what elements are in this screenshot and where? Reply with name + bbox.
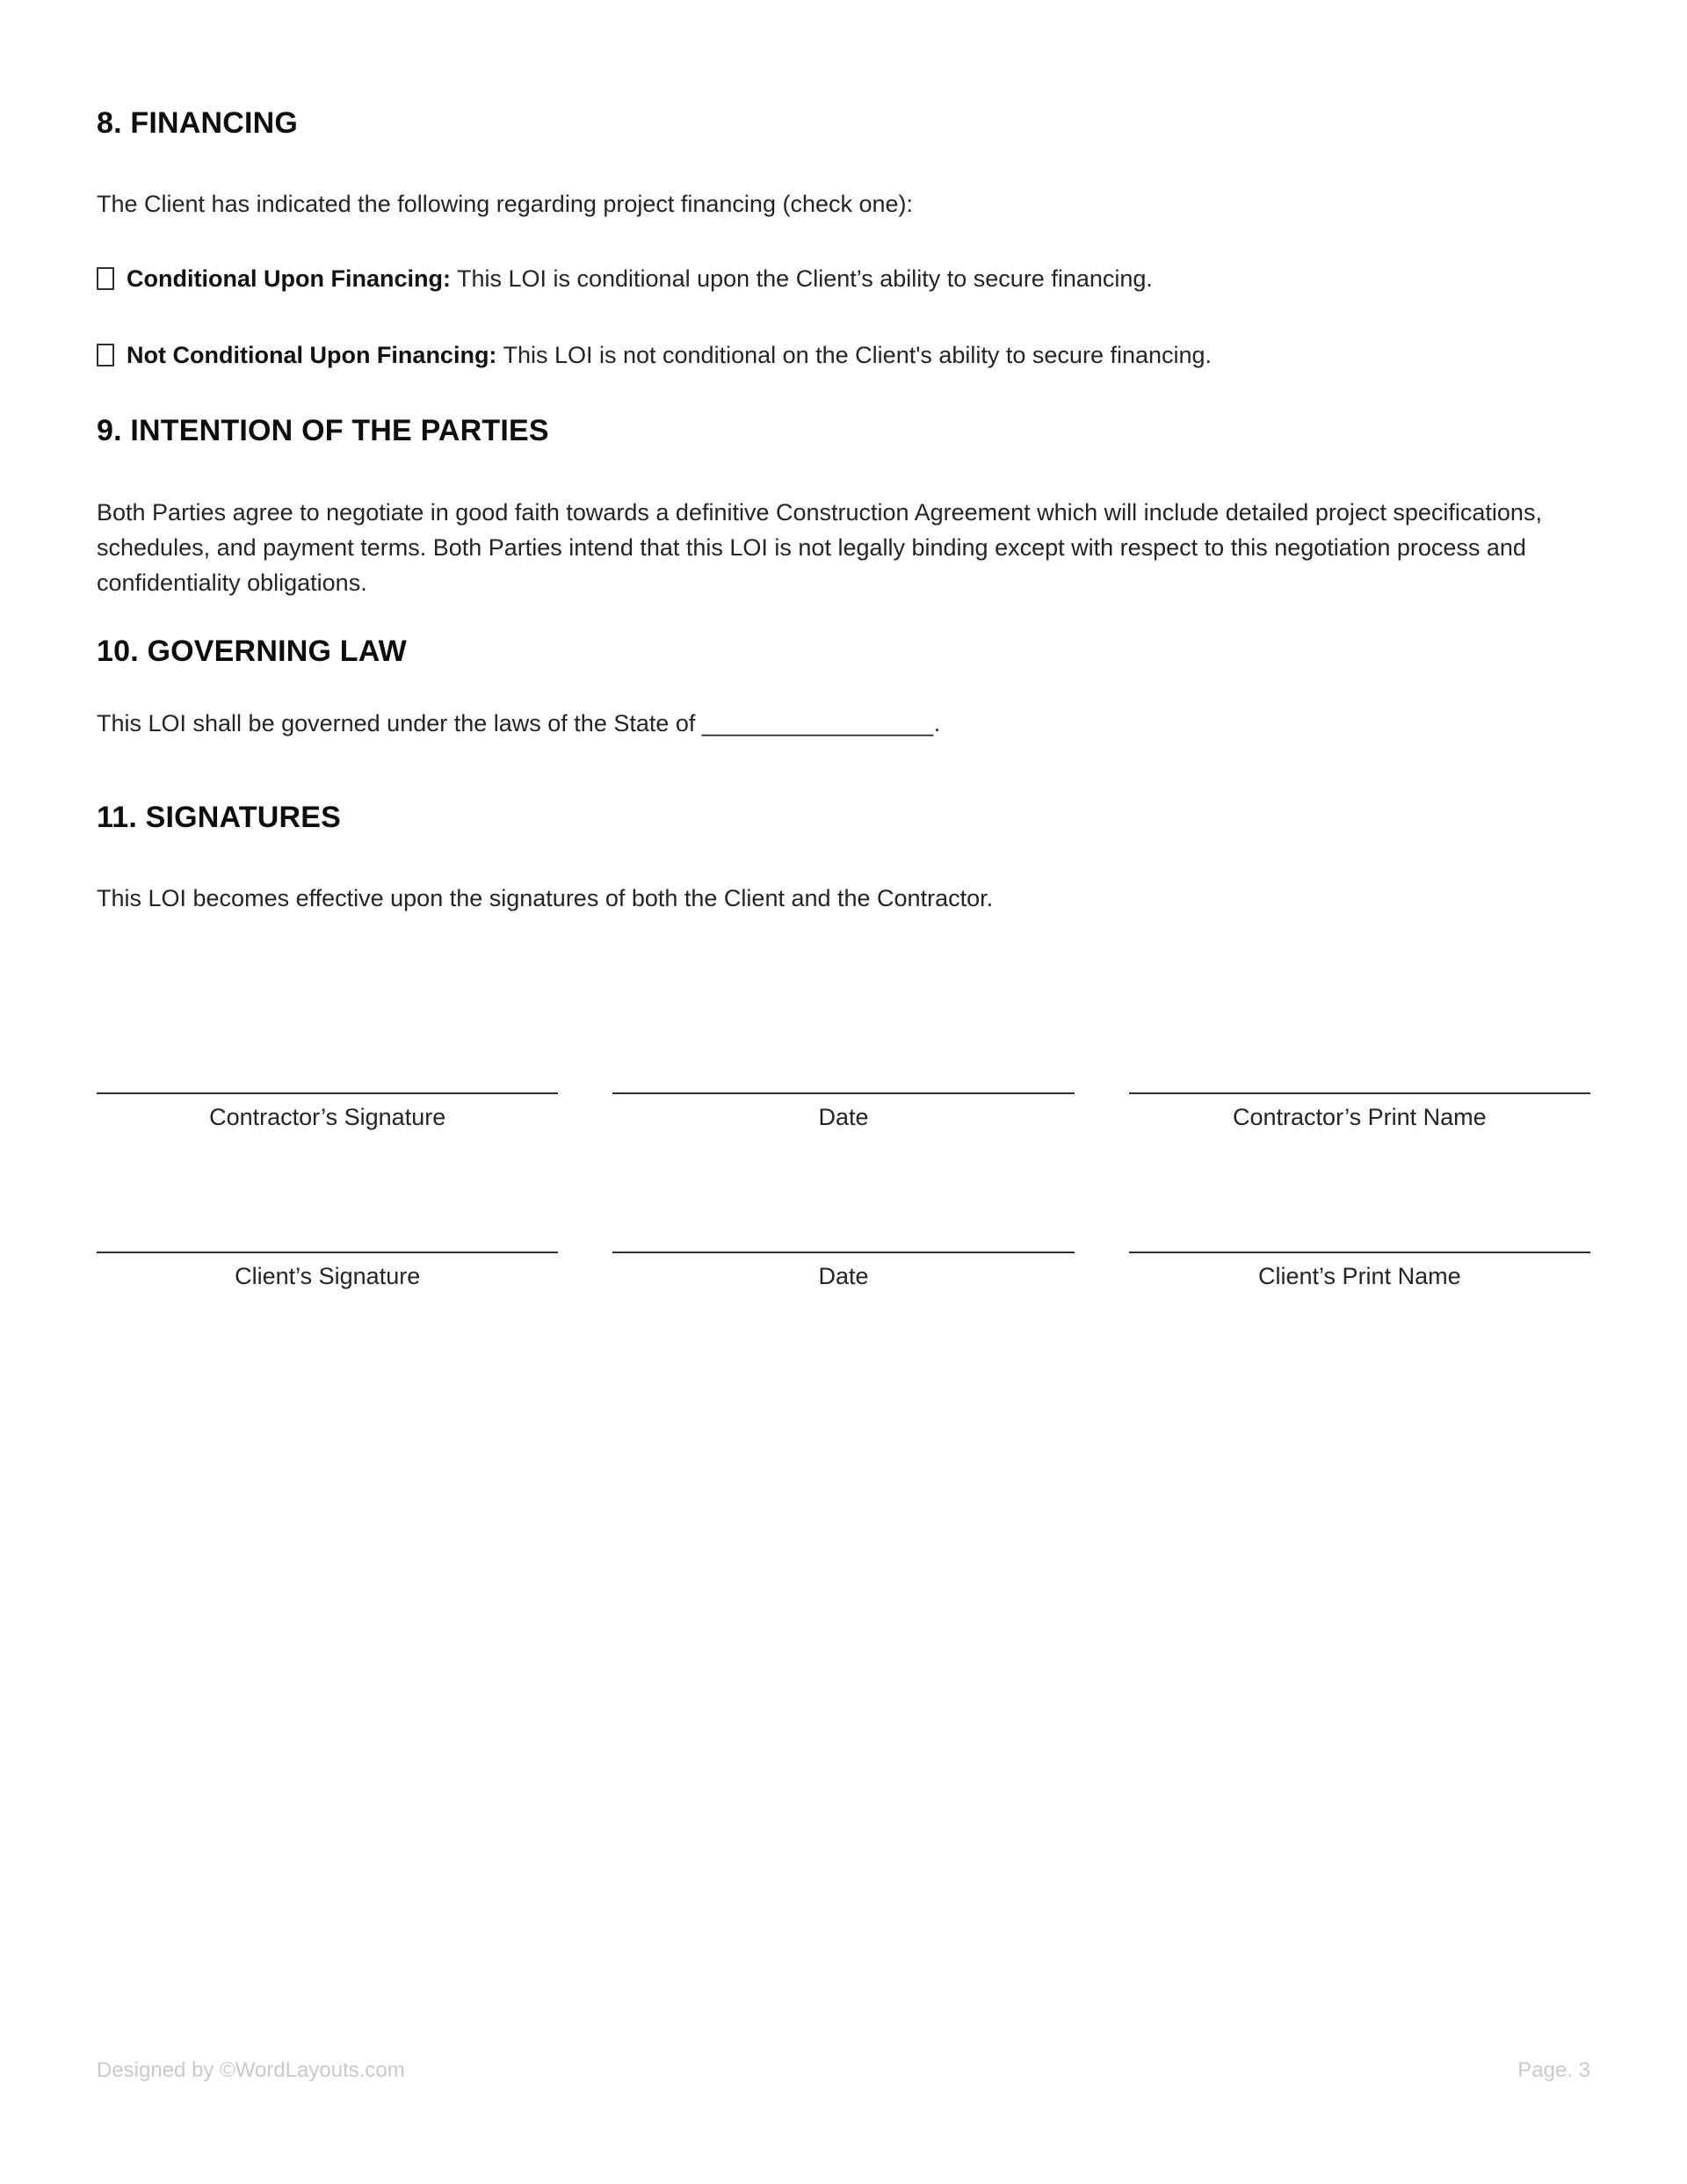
conditional-financing-description: This LOI is conditional upon the Client’s ability to secure financing. bbox=[456, 265, 1153, 292]
footer-credit-text: Designed by ©WordLayouts.com bbox=[97, 2058, 405, 2082]
client-signature-label: Client’s Signature bbox=[235, 1263, 421, 1289]
intention-body-text: Both Parties agree to negotiate in good faith towards a definitive Construction Agreement which will include detailed project specifications, schedules, and payment terms. Both Parties intend that this LOI is not legally binding except with respect to this negotiation process and confidentiality obligations. bbox=[97, 499, 1542, 596]
contractor-signature-label: Contractor’s Signature bbox=[209, 1104, 446, 1130]
contractor-signature-field[interactable] bbox=[97, 1092, 558, 1132]
client-print-name-field[interactable] bbox=[1129, 1252, 1590, 1291]
page-footer bbox=[97, 2058, 1590, 2083]
client-date-label: Date bbox=[818, 1263, 869, 1289]
signatures-body-text: This LOI becomes effective upon the signatures of both the Client and the Contractor. bbox=[97, 885, 994, 911]
contractor-signature-row bbox=[97, 1092, 1590, 1132]
section-heading-governing-law: 10. GOVERNING LAW bbox=[97, 635, 407, 668]
governing-law-text-suffix: . bbox=[933, 710, 941, 736]
not-conditional-financing-description: This LOI is not conditional on the Client's ability to secure financing. bbox=[503, 342, 1213, 368]
section-heading-financing: 8. FINANCING bbox=[97, 106, 299, 140]
governing-law-sentence bbox=[97, 706, 1590, 741]
contractor-print-name-label: Contractor’s Print Name bbox=[1233, 1104, 1487, 1130]
client-date-field[interactable] bbox=[612, 1252, 1074, 1291]
contractor-date-field[interactable] bbox=[612, 1092, 1074, 1132]
not-conditional-financing-checkbox[interactable] bbox=[97, 344, 114, 366]
financing-option-not-conditional bbox=[97, 337, 1590, 373]
governing-law-text-prefix: This LOI shall be governed under the laws of the State of bbox=[97, 710, 702, 736]
footer-page-number: Page. 3 bbox=[1517, 2058, 1590, 2082]
conditional-financing-checkbox[interactable] bbox=[97, 267, 114, 290]
section-heading-signatures: 11. SIGNATURES bbox=[97, 801, 342, 834]
conditional-financing-label: Conditional Upon Financing: bbox=[127, 265, 451, 292]
not-conditional-financing-label: Not Conditional Upon Financing: bbox=[127, 342, 497, 368]
state-blank-field[interactable]: _________________ bbox=[701, 710, 934, 736]
contractor-print-name-field[interactable] bbox=[1129, 1092, 1590, 1132]
client-signature-field[interactable] bbox=[97, 1252, 558, 1291]
financing-intro-text: The Client has indicated the following regarding project financing (check one): bbox=[97, 191, 914, 217]
client-signature-row bbox=[97, 1252, 1590, 1291]
section-heading-intention: 9. INTENTION OF THE PARTIES bbox=[97, 414, 549, 447]
client-print-name-label: Client’s Print Name bbox=[1258, 1263, 1461, 1289]
financing-option-conditional bbox=[97, 261, 1590, 296]
contractor-date-label: Date bbox=[818, 1104, 869, 1130]
